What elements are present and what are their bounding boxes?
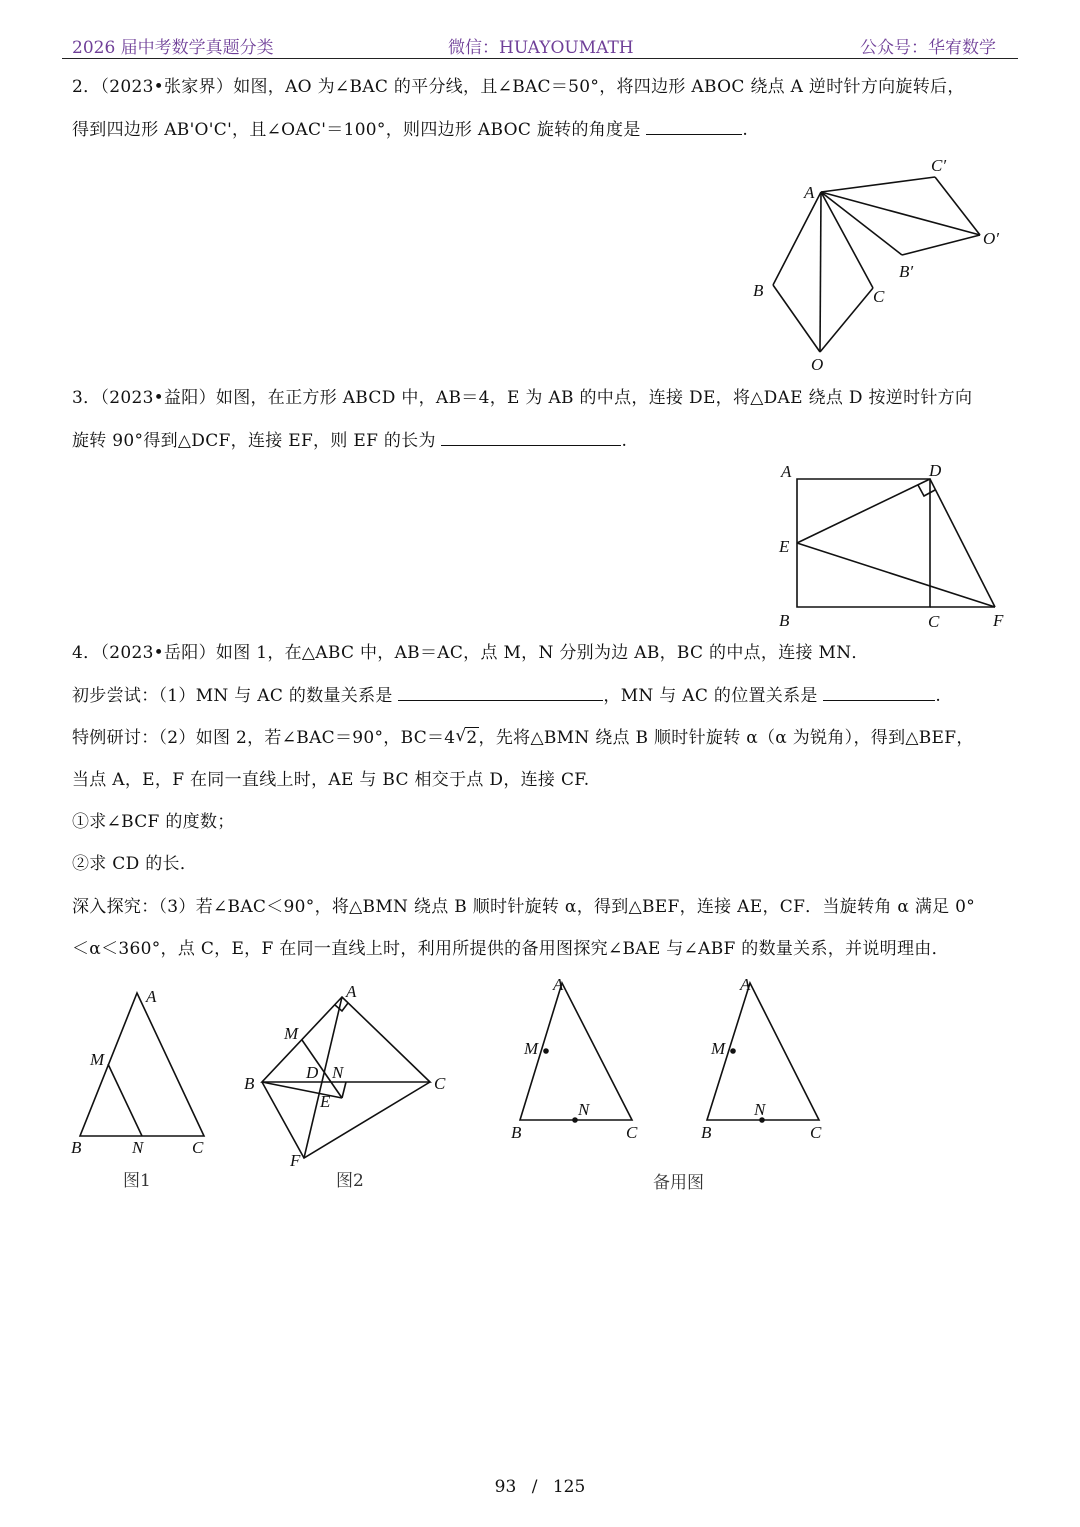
q2-seg-AB: [773, 192, 821, 285]
spare2-label-C: C: [810, 1123, 822, 1142]
q4-line-3: [72, 727, 974, 749]
spare1-label-C: C: [626, 1123, 638, 1142]
q3-label-F: F: [993, 611, 1004, 630]
q4-sqrt: [455, 727, 478, 749]
q4-line-2-text-b: ，MN 与 AC 的位置关系是: [603, 686, 818, 706]
q4-figure-1: [70, 980, 240, 1195]
q2-seg-OC: [820, 288, 873, 352]
fig2-label-F: F: [290, 1151, 301, 1170]
q2-seg-AC1: [821, 177, 935, 192]
q3-label-B: B: [779, 611, 790, 630]
q4-line-4: 当点 A，E，F 在同一直线上时，AE 与 BC 相交于点 D，连接 CF.: [72, 770, 590, 790]
spare1-point-M: [543, 1048, 549, 1054]
spare1-label-N: N: [578, 1100, 590, 1119]
q4-spare-figures: [495, 970, 840, 1195]
fig1-caption: 图1: [123, 1171, 151, 1191]
q2-figure: [745, 150, 1015, 375]
q2-line-1: 2．（2023•张家界）如图，AO 为∠BAC 的平分线，且∠BAC＝50°，将四边形 ABOC 绕点 A 逆时针方向旋转后，: [72, 77, 965, 97]
q2-line-2-text: 得到四边形 AB'O'C'，且∠OAC'＝100°，则四边形 ABOC 旋转的角度是: [72, 120, 641, 140]
q2-line-2: [72, 118, 748, 141]
q4-line-7: 深入探究：（3）若∠BAC＜90°，将△BMN 绕点 B 顺时针旋转 α，得到△BEF，连接 AE，CF．当旋转角 α 满足 0°: [72, 897, 976, 917]
fig2-label-B: B: [244, 1074, 255, 1093]
q3-label-D: D: [929, 461, 942, 480]
q2-label-C-prime: C′: [931, 156, 947, 175]
q4-line-6: ②求 CD 的长．: [72, 854, 198, 874]
fig2-seg-BF-FC: [262, 1082, 430, 1158]
q3-seg-ED: [797, 479, 930, 543]
q3-square-ABCD: [797, 479, 930, 607]
spare2-label-A: A: [740, 975, 751, 994]
q2-label-B-prime: B′: [899, 262, 914, 281]
q4-line-8: ＜α＜360°，点 C，E，F 在同一直线上时，利用所提供的备用图探究∠BAE 与∠ABF 的数量关系，并说明理由．: [72, 939, 949, 959]
q2-label-A: A: [804, 183, 815, 202]
q4-figure-2: [240, 980, 460, 1195]
fig2-label-M: M: [284, 1024, 299, 1043]
q4-line-2-text-a: 初步尝试：（1）MN 与 AC 的数量关系是: [72, 686, 393, 706]
q2-seg-AB1: [821, 192, 902, 255]
q3-figure: [775, 455, 1025, 635]
q3-line-2-end: .: [621, 431, 628, 451]
header-series-title: 2026 届中考数学真题分类: [72, 38, 274, 58]
q2-seg-O1B1: [902, 235, 980, 255]
fig2-right-angle-mark: [335, 1003, 348, 1011]
fig1-label-N: N: [132, 1138, 144, 1157]
q2-answer-blank[interactable]: [646, 118, 742, 135]
q3-right-angle-mark: [918, 485, 935, 496]
fig1-label-M: M: [90, 1050, 105, 1069]
fig1-label-C: C: [192, 1138, 204, 1157]
q2-label-O-prime: O′: [983, 229, 999, 248]
q4-sqrt-radicand: 2: [466, 728, 478, 748]
q2-seg-AC: [821, 192, 873, 288]
spare1-label-M: M: [524, 1039, 539, 1058]
q2-seg-BO: [773, 285, 820, 352]
q2-line-2-end: .: [742, 120, 749, 140]
page-current: 93: [494, 1477, 517, 1497]
fig2-label-E: E: [320, 1092, 331, 1111]
q4-line-3-text-b: ，先将△BMN 绕点 B 顺时针旋转 α（α 为锐角），得到△BEF，: [478, 728, 974, 748]
fig1-label-B: B: [71, 1138, 82, 1157]
q4-line-2-end: .: [935, 686, 942, 706]
q3-label-C: C: [928, 612, 940, 631]
q2-seg-AO: [820, 192, 821, 352]
header-official-account: 公众号：华宥数学: [860, 38, 996, 58]
fig2-label-N: N: [332, 1063, 344, 1082]
q4-line-1: 4．（2023•岳阳）如图 1，在△ABC 中，AB＝AC，点 M，N 分别为边 AB，BC 的中点，连接 MN．: [72, 643, 869, 663]
q2-label-C: C: [873, 287, 885, 306]
q4-answer-blank-2[interactable]: [823, 684, 935, 701]
q2-seg-AO1: [821, 192, 980, 235]
spare1-label-A: A: [553, 975, 564, 994]
q4-line-3-text-a: 特例研讨：（2）如图 2，若∠BAC＝90°，BC＝4: [72, 728, 456, 748]
q3-line-2: [72, 429, 627, 452]
q4-sqrt-sign: √: [455, 726, 467, 746]
fig2-label-C: C: [434, 1074, 446, 1093]
q2-label-B: B: [753, 281, 764, 300]
spare2-label-N: N: [754, 1100, 766, 1119]
header-rule: [62, 58, 1018, 59]
header-wechat: 微信：HUAYOUMATH: [448, 38, 634, 58]
q3-answer-blank[interactable]: [441, 429, 621, 446]
spare1-label-B: B: [511, 1123, 522, 1142]
q4-line-5: ①求∠BCF 的度数；: [72, 812, 235, 832]
q3-seg-DF: [930, 479, 995, 607]
q3-label-E: E: [779, 537, 790, 556]
spare-caption: 备用图: [653, 1173, 704, 1193]
q3-line-2-text: 旋转 90°得到△DCF，连接 EF，则 EF 的长为: [72, 431, 436, 451]
q3-line-1: 3．（2023•益阳）如图，在正方形 ABCD 中，AB＝4，E 为 AB 的中点，连接 DE，将△DAE 绕点 D 按逆时针方向: [72, 388, 973, 408]
q2-label-O: O: [811, 355, 824, 374]
page-total: 125: [552, 1477, 586, 1497]
q4-line-2: [72, 684, 941, 707]
fig2-seg-EN: [342, 1082, 346, 1098]
fig1-label-A: A: [146, 987, 157, 1006]
fig1-seg-MN: [108, 1064, 142, 1136]
fig2-label-A: A: [346, 982, 357, 1001]
fig2-label-D: D: [306, 1063, 319, 1082]
spare2-point-M: [730, 1048, 736, 1054]
fig2-caption: 图2: [336, 1171, 364, 1191]
q4-answer-blank-1[interactable]: [398, 684, 603, 701]
page-separator: /: [531, 1477, 538, 1497]
spare2-label-M: M: [711, 1039, 726, 1058]
page-number: [0, 1477, 1080, 1497]
q2-seg-C1O1: [935, 177, 980, 235]
spare2-label-B: B: [701, 1123, 712, 1142]
q3-label-A: A: [781, 462, 792, 481]
spare1-point-N: [572, 1117, 578, 1123]
q3-seg-EF: [797, 543, 995, 607]
